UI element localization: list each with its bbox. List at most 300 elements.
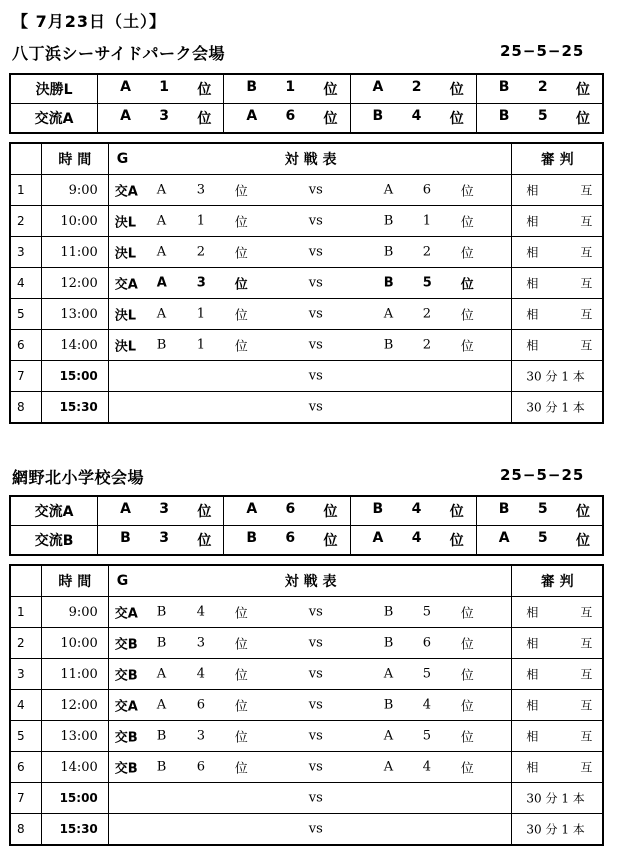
- team2-part: 位: [460, 246, 474, 262]
- row-referee: [512, 299, 603, 330]
- team2-part: 位: [460, 339, 474, 355]
- team1-part: A: [156, 275, 167, 291]
- table-row: [10, 175, 603, 206]
- team2-part: 位: [460, 606, 474, 622]
- team2-part: 位: [460, 637, 474, 653]
- schedule-table: [9, 142, 604, 424]
- pairing-row: [10, 74, 603, 104]
- table-row: [10, 268, 603, 299]
- pairing-entry-part: 位: [575, 504, 590, 520]
- pairing-entry-part: 位: [576, 533, 590, 549]
- team2-part: B: [383, 604, 394, 620]
- row-match: [108, 690, 512, 721]
- pairing-entry-part: 位: [449, 533, 464, 549]
- vs-label: vs: [308, 213, 323, 229]
- pairing-entry-part: 4: [411, 501, 422, 517]
- pairing-entry: [350, 104, 476, 134]
- row-referee: [512, 690, 603, 721]
- pairing-entry-part: B: [246, 79, 258, 95]
- team2-part: 5: [422, 728, 432, 744]
- table-row: [10, 659, 603, 690]
- team2-part: B: [383, 337, 394, 353]
- team1-part: 1: [196, 213, 206, 229]
- row-time: 12:00: [41, 268, 108, 299]
- pairing-entry-part: 位: [323, 533, 338, 549]
- vs-label: vs: [308, 337, 323, 353]
- vs-label: vs: [308, 275, 323, 291]
- team1-part: B: [156, 759, 167, 775]
- pairing-entry-part: A: [498, 530, 510, 546]
- referee-part: 相: [526, 729, 539, 744]
- pairing-entry-part: 位: [449, 504, 464, 520]
- row-time: 9:00: [41, 597, 108, 628]
- row-referee: [512, 721, 603, 752]
- pairing-table: [9, 73, 604, 134]
- pairing-entry-part: A: [246, 501, 258, 517]
- row-time: 10:00: [41, 206, 108, 237]
- vs-label: vs: [308, 368, 323, 384]
- table-row: [10, 690, 603, 721]
- row-group: 交B: [114, 637, 138, 653]
- vs-label: vs: [308, 244, 323, 260]
- referee-part: 相: [526, 636, 539, 651]
- row-match: [108, 628, 512, 659]
- row-number: 8: [10, 814, 41, 846]
- pairing-entry-part: 位: [323, 111, 338, 127]
- referee-note: 30 分 1 本: [526, 822, 585, 837]
- vs-label: vs: [308, 790, 323, 806]
- pairing-row: [10, 104, 603, 134]
- row-referee: [512, 659, 603, 690]
- row-referee: [512, 597, 603, 628]
- pairing-entry-part: B: [372, 501, 384, 517]
- pairing-entry: [476, 74, 603, 104]
- header-referee: 審 判: [512, 565, 603, 597]
- header-no: [10, 565, 41, 597]
- team2-part: 位: [460, 761, 474, 777]
- referee-part: 互: [580, 667, 593, 682]
- table-row: [10, 752, 603, 783]
- referee-part: 相: [526, 667, 539, 682]
- team1-part: 位: [234, 184, 248, 200]
- referee-part: 互: [580, 276, 593, 291]
- row-group: 決L: [114, 308, 137, 324]
- vs-label: vs: [308, 635, 323, 651]
- pairing-entry-part: 5: [537, 501, 548, 517]
- row-referee: [512, 206, 603, 237]
- row-time: 13:00: [41, 721, 108, 752]
- vs-label: vs: [308, 759, 323, 775]
- header-time: 時 間: [41, 143, 108, 175]
- team1-part: 6: [196, 759, 206, 775]
- team2-part: 4: [422, 759, 432, 775]
- row-referee: [512, 268, 603, 299]
- pairing-entry-part: 3: [159, 530, 169, 546]
- row-number: 2: [10, 628, 41, 659]
- pairing-row: [10, 496, 603, 526]
- pairing-entry-part: 3: [159, 501, 170, 517]
- table-row: [10, 721, 603, 752]
- row-group: 交A: [114, 184, 138, 200]
- referee-part: 互: [580, 307, 593, 322]
- row-group: 交A: [114, 606, 138, 622]
- row-time: 15:30: [41, 814, 108, 846]
- header-no: [10, 143, 41, 175]
- row-referee: [512, 752, 603, 783]
- row-time: 11:00: [41, 237, 108, 268]
- pairing-entry: [350, 496, 476, 526]
- referee-part: 互: [580, 698, 593, 713]
- header-group: G: [116, 573, 129, 589]
- team1-part: 6: [196, 697, 206, 713]
- team1-part: 位: [234, 668, 248, 684]
- row-group: 交B: [114, 668, 138, 684]
- row-number: 4: [10, 268, 41, 299]
- row-number: 7: [10, 361, 41, 392]
- team1-part: 位: [234, 308, 248, 324]
- pairing-entry: [350, 526, 476, 556]
- row-group: 決L: [114, 339, 137, 355]
- team2-part: 5: [422, 275, 432, 291]
- pairing-entry-part: A: [120, 108, 131, 124]
- referee-note: 30 分 1 本: [526, 369, 585, 384]
- table-row: [10, 597, 603, 628]
- pairing-entry-part: 3: [159, 108, 170, 124]
- team1-part: A: [156, 244, 167, 260]
- row-match: [108, 268, 512, 299]
- row-time: 12:00: [41, 690, 108, 721]
- team1-part: 位: [234, 761, 248, 777]
- pairing-entry-part: 2: [537, 79, 548, 95]
- pairing-entry-part: 位: [197, 533, 212, 549]
- row-match: [108, 299, 512, 330]
- row-number: 7: [10, 783, 41, 814]
- team1-part: 1: [196, 306, 206, 322]
- row-group: 交A: [114, 277, 138, 293]
- team2-part: A: [383, 759, 394, 775]
- row-match: [108, 597, 512, 628]
- header-match: [108, 143, 512, 175]
- team1-part: A: [156, 182, 167, 198]
- pairing-entry-part: A: [372, 530, 384, 546]
- row-time: 14:00: [41, 752, 108, 783]
- referee-part: 互: [580, 605, 593, 620]
- row-number: 5: [10, 299, 41, 330]
- team2-part: A: [383, 306, 394, 322]
- team2-part: 6: [422, 635, 432, 651]
- pairing-entry-part: 位: [449, 82, 464, 98]
- team2-part: 位: [460, 668, 474, 684]
- row-time: 14:00: [41, 330, 108, 361]
- row-match: [108, 237, 512, 268]
- team2-part: B: [383, 213, 394, 229]
- team2-part: B: [383, 244, 394, 260]
- row-number: 6: [10, 752, 41, 783]
- row-number: 6: [10, 330, 41, 361]
- header-match: [108, 565, 512, 597]
- pairing-entry-part: 位: [449, 111, 464, 127]
- pairing-label: 交流B: [10, 526, 98, 556]
- team1-part: A: [156, 666, 167, 682]
- row-time: 10:00: [41, 628, 108, 659]
- team2-part: A: [383, 666, 394, 682]
- row-match: [108, 330, 512, 361]
- pairing-entry-part: B: [498, 108, 510, 124]
- pairing-entry: [476, 496, 603, 526]
- row-number: 3: [10, 237, 41, 268]
- row-match: [108, 752, 512, 783]
- team2-part: 2: [422, 244, 432, 260]
- header-time: 時 間: [41, 565, 108, 597]
- row-number: 1: [10, 597, 41, 628]
- pairing-entry-part: A: [120, 79, 131, 95]
- row-group: 交A: [114, 699, 138, 715]
- row-match: [108, 361, 512, 392]
- team2-part: B: [383, 635, 394, 651]
- team2-part: 位: [460, 308, 474, 324]
- team1-part: 位: [234, 277, 248, 293]
- referee-part: 相: [526, 183, 539, 198]
- pairing-entry-part: 位: [323, 504, 338, 520]
- row-time: 15:30: [41, 392, 108, 424]
- team1-part: 位: [234, 215, 248, 231]
- row-referee: [512, 392, 603, 424]
- referee-part: 相: [526, 276, 539, 291]
- referee-part: 互: [580, 338, 593, 353]
- pairing-entry-part: B: [498, 79, 510, 95]
- team1-part: 2: [196, 244, 206, 260]
- row-referee: [512, 783, 603, 814]
- referee-part: 互: [580, 636, 593, 651]
- row-group: 決L: [114, 215, 137, 231]
- team1-part: B: [156, 604, 167, 620]
- row-referee: [512, 814, 603, 846]
- pairing-entry-part: 位: [197, 82, 212, 98]
- pairing-label: 交流A: [10, 104, 98, 134]
- row-time: 15:00: [41, 783, 108, 814]
- vs-label: vs: [308, 604, 323, 620]
- pairing-entry-part: 位: [575, 111, 590, 127]
- team1-part: B: [156, 337, 167, 353]
- score-format: 25−5−25: [500, 466, 585, 484]
- pairing-entry: [224, 104, 350, 134]
- referee-note: 30 分 1 本: [526, 791, 585, 806]
- pairing-entry-part: B: [120, 530, 131, 546]
- row-match: [108, 392, 512, 424]
- team1-part: 位: [234, 339, 248, 355]
- pairing-entry-part: B: [498, 501, 510, 517]
- table-row: [10, 237, 603, 268]
- referee-part: 相: [526, 698, 539, 713]
- pairing-entry-part: 6: [285, 501, 296, 517]
- pairing-entry: [350, 74, 476, 104]
- row-time: 9:00: [41, 175, 108, 206]
- pairing-entry-part: A: [120, 501, 131, 517]
- date-heading: 【 7月23日（土）】: [12, 12, 166, 31]
- pairing-entry: [224, 496, 350, 526]
- team2-part: 5: [422, 604, 432, 620]
- row-referee: [512, 628, 603, 659]
- team2-part: 位: [460, 699, 474, 715]
- table-row: [10, 814, 603, 846]
- team1-part: 3: [196, 635, 206, 651]
- pairing-entry: [98, 74, 224, 104]
- pairing-entry-part: 5: [537, 530, 548, 546]
- pairing-entry-part: B: [246, 530, 258, 546]
- schedule-table: [9, 564, 604, 846]
- table-row: [10, 206, 603, 237]
- vs-label: vs: [308, 306, 323, 322]
- team1-part: B: [156, 728, 167, 744]
- team2-part: 4: [422, 697, 432, 713]
- vs-label: vs: [308, 399, 323, 415]
- team1-part: 3: [196, 728, 206, 744]
- team1-part: A: [156, 697, 167, 713]
- team1-part: 3: [196, 275, 206, 291]
- schedule-header: [10, 565, 603, 597]
- pairing-entry-part: 5: [537, 108, 548, 124]
- table-row: [10, 330, 603, 361]
- pairing-entry-part: B: [372, 108, 384, 124]
- row-match: [108, 175, 512, 206]
- referee-part: 相: [526, 760, 539, 775]
- venue-title: 八丁浜シーサイドパーク会場: [12, 44, 226, 63]
- table-row: [10, 628, 603, 659]
- team1-part: 位: [234, 699, 248, 715]
- vs-label: vs: [308, 728, 323, 744]
- row-number: 5: [10, 721, 41, 752]
- row-referee: [512, 237, 603, 268]
- referee-note: 30 分 1 本: [526, 400, 585, 415]
- team1-part: 4: [196, 604, 206, 620]
- team2-part: 6: [422, 182, 432, 198]
- team2-part: 位: [460, 215, 474, 231]
- referee-part: 互: [580, 245, 593, 260]
- header-group: G: [116, 151, 129, 167]
- header-match-label: 対 戦 表: [284, 152, 337, 168]
- row-referee: [512, 361, 603, 392]
- row-number: 8: [10, 392, 41, 424]
- team2-part: 5: [422, 666, 432, 682]
- vs-label: vs: [308, 821, 323, 837]
- team2-part: 位: [460, 277, 474, 293]
- team2-part: 2: [422, 337, 432, 353]
- table-row: [10, 299, 603, 330]
- vs-label: vs: [308, 666, 323, 682]
- pairing-entry: [476, 526, 603, 556]
- team2-part: A: [383, 182, 394, 198]
- team1-part: A: [156, 213, 167, 229]
- row-match: [108, 814, 512, 846]
- vs-label: vs: [308, 697, 323, 713]
- referee-part: 互: [580, 183, 593, 198]
- pairing-entry-part: 4: [411, 530, 422, 546]
- score-format: 25−5−25: [500, 42, 585, 60]
- pairing-entry-part: 2: [411, 79, 422, 95]
- referee-part: 互: [580, 214, 593, 229]
- pairing-entry-part: 位: [197, 111, 212, 127]
- team1-part: 4: [196, 666, 206, 682]
- pairing-entry: [98, 104, 224, 134]
- pairing-entry-part: 4: [411, 108, 422, 124]
- row-number: 1: [10, 175, 41, 206]
- team1-part: A: [156, 306, 167, 322]
- pairing-entry-part: 位: [575, 82, 590, 98]
- pairing-entry-part: A: [246, 108, 258, 124]
- row-group: 交B: [114, 761, 138, 777]
- pairing-entry-part: 6: [285, 530, 296, 546]
- pairing-row: [10, 526, 603, 556]
- row-group: 交B: [114, 730, 138, 746]
- row-referee: [512, 175, 603, 206]
- team1-part: B: [156, 635, 167, 651]
- pairing-table: [9, 495, 604, 556]
- row-number: 2: [10, 206, 41, 237]
- pairing-entry: [98, 526, 224, 556]
- pairing-entry: [98, 496, 224, 526]
- table-row: [10, 392, 603, 424]
- pairing-entry: [224, 526, 350, 556]
- pairing-entry: [224, 74, 350, 104]
- schedule-header: [10, 143, 603, 175]
- vs-label: vs: [308, 182, 323, 198]
- venue-title: 網野北小学校会場: [12, 468, 145, 487]
- team2-part: 1: [422, 213, 432, 229]
- team1-part: 位: [234, 637, 248, 653]
- row-match: [108, 206, 512, 237]
- team2-part: A: [383, 728, 394, 744]
- team2-part: B: [383, 697, 394, 713]
- pairing-entry-part: 6: [285, 108, 296, 124]
- row-number: 4: [10, 690, 41, 721]
- pairing-entry-part: 1: [159, 79, 170, 95]
- row-time: 13:00: [41, 299, 108, 330]
- row-time: 11:00: [41, 659, 108, 690]
- team1-part: 3: [196, 182, 206, 198]
- team2-part: 位: [460, 184, 474, 200]
- referee-part: 互: [580, 729, 593, 744]
- pairing-entry-part: A: [372, 79, 384, 95]
- row-match: [108, 783, 512, 814]
- referee-part: 相: [526, 338, 539, 353]
- header-referee: 審 判: [512, 143, 603, 175]
- team1-part: 1: [196, 337, 206, 353]
- team1-part: 位: [234, 730, 248, 746]
- row-number: 3: [10, 659, 41, 690]
- row-time: 15:00: [41, 361, 108, 392]
- pairing-label: 決勝L: [10, 74, 98, 104]
- row-referee: [512, 330, 603, 361]
- referee-part: 相: [526, 605, 539, 620]
- row-match: [108, 659, 512, 690]
- pairing-entry-part: 位: [323, 82, 338, 98]
- pairing-entry-part: 1: [285, 79, 296, 95]
- referee-part: 相: [526, 307, 539, 322]
- team1-part: 位: [234, 246, 248, 262]
- team2-part: 2: [422, 306, 432, 322]
- referee-part: 相: [526, 245, 539, 260]
- table-row: [10, 783, 603, 814]
- pairing-entry: [476, 104, 603, 134]
- referee-part: 互: [580, 760, 593, 775]
- row-match: [108, 721, 512, 752]
- pairing-entry-part: 位: [197, 504, 212, 520]
- referee-part: 相: [526, 214, 539, 229]
- table-row: [10, 361, 603, 392]
- row-group: 決L: [114, 246, 137, 262]
- header-match-label: 対 戦 表: [284, 574, 337, 590]
- team1-part: 位: [234, 606, 248, 622]
